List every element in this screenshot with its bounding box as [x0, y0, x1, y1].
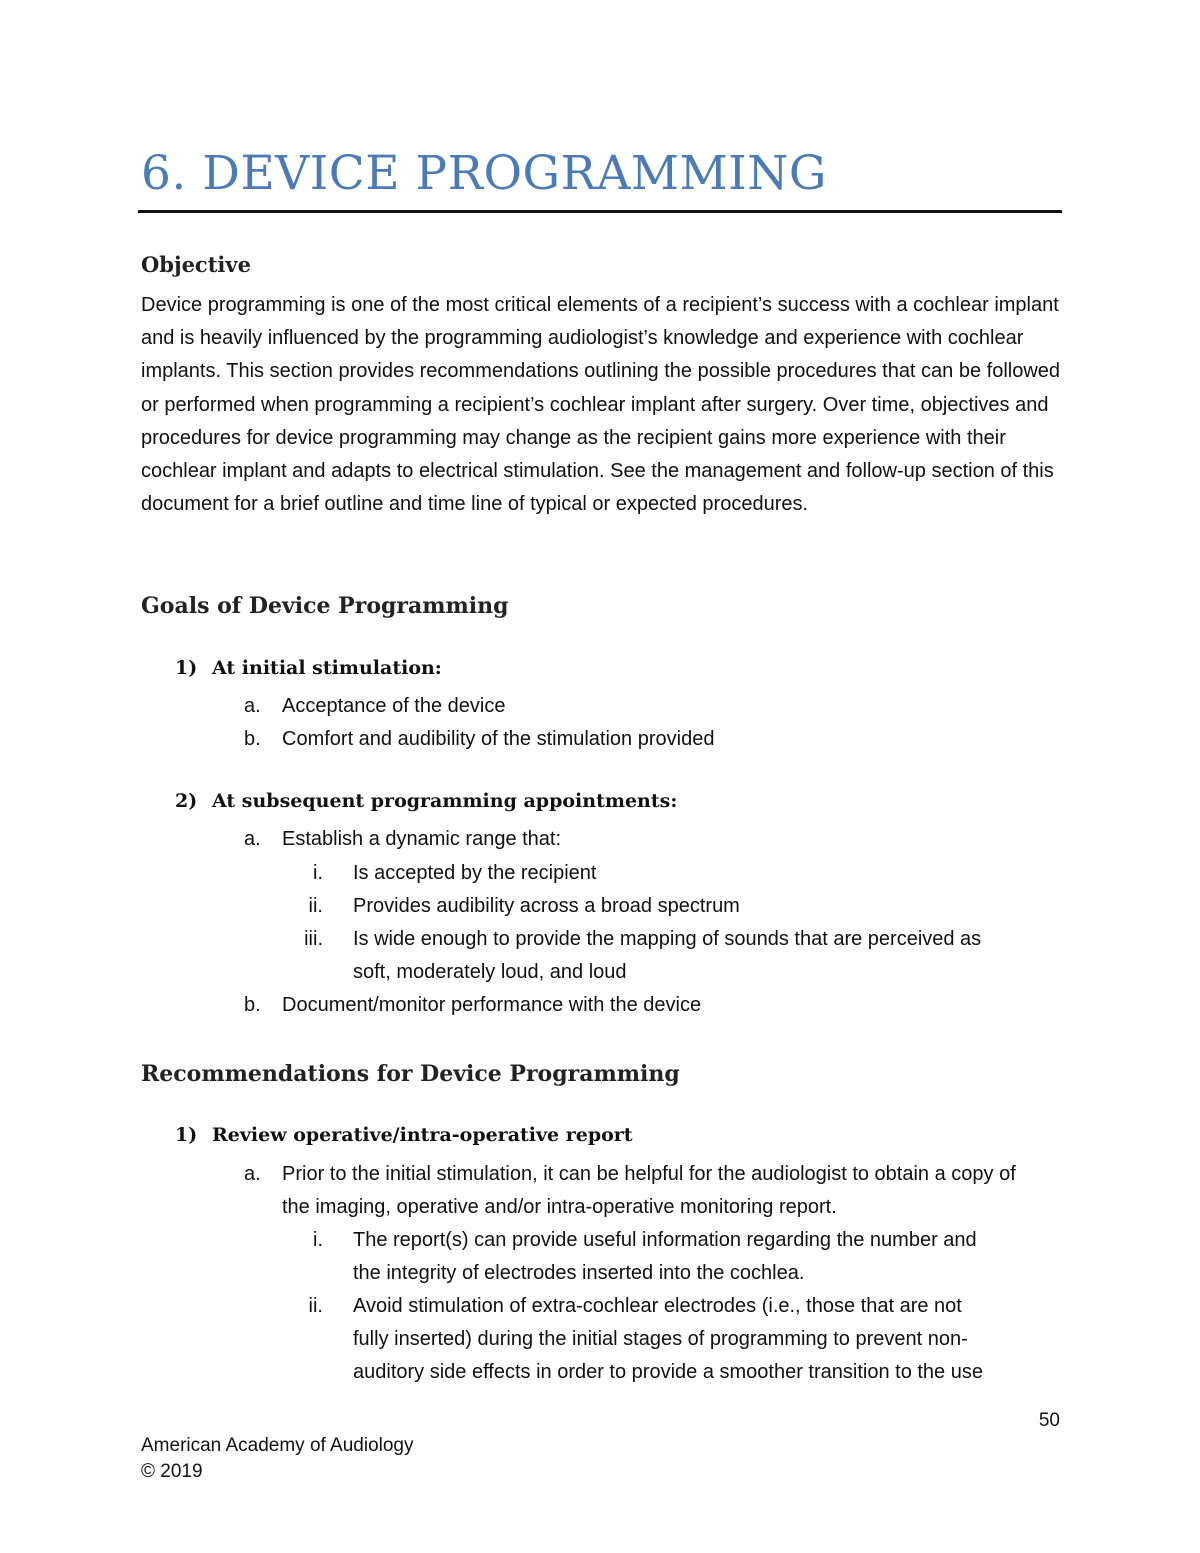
objective-paragraph: Device programming is one of the most critical elements of a recipient’s success with a cochlear implant and is heavily influenced by the programming audiologist’s knowledge and experience with cochlear implants. This section provides recommendations outlining the possible procedures that can be followed or performed when programming a recipient’s cochlear implant after surgery. Over time, objectives and procedures for device programming may change as the recipient gains more experience with their cochlear implant and adapts to electrical stimulation. See the management and follow-up section of this document for a brief outline and time line of typical or expected procedures.	[141, 294, 1061, 516]
goals-item-2b	[244, 989, 1044, 1022]
list-item-text: Establish a dynamic range that:	[282, 828, 562, 850]
goals-item-1a	[244, 690, 1044, 723]
recommendations-heading: Recommendations for Device Programming	[141, 1061, 680, 1087]
goals-item-2a	[244, 823, 1044, 856]
recommendations-item-1a-ii	[283, 1290, 983, 1390]
title-divider	[138, 210, 1062, 213]
list-marker: b.	[244, 994, 261, 1016]
chapter-title: 6. DEVICE PROGRAMMING	[141, 146, 827, 201]
list-item-text: Comfort and audibility of the stimulation provided	[282, 728, 715, 750]
list-item-text: Acceptance of the device	[282, 695, 506, 717]
list-marker: a.	[244, 828, 261, 850]
recommendations-item-1	[175, 1120, 633, 1150]
recommendations-item-1a-i	[283, 1224, 983, 1290]
list-marker: a.	[244, 695, 261, 717]
list-item-text: Avoid stimulation of extra-cochlear electrodes (i.e., those that are not fully inserted) during the initial stages of programming to prevent non-auditory side effects in order to provide a smoother transition to the use	[353, 1295, 983, 1384]
footer-copyright: © 2019	[141, 1461, 203, 1482]
goals-item-2-label: At subsequent programming appointments:	[212, 790, 678, 812]
list-marker: 1)	[175, 657, 198, 679]
list-item-text: Is accepted by the recipient	[353, 862, 597, 884]
list-marker: ii.	[308, 1295, 323, 1317]
list-marker: iii.	[304, 928, 323, 950]
recommendations-item-1-label: Review operative/intra-operative report	[212, 1124, 633, 1146]
goals-item-2a-ii	[283, 890, 1043, 923]
list-item-text: Provides audibility across a broad spectrum	[353, 895, 740, 917]
list-item-text: Is wide enough to provide the mapping of sounds that are perceived as soft, moderately loud, and loud	[353, 928, 982, 984]
goals-item-1-label: At initial stimulation:	[212, 657, 442, 679]
list-marker: i.	[313, 862, 323, 884]
footer-organization: American Academy of Audiology	[141, 1435, 414, 1456]
goals-item-2a-i	[283, 857, 1043, 890]
list-marker: ii.	[308, 895, 323, 917]
goals-heading: Goals of Device Programming	[141, 593, 509, 619]
recommendations-item-1a	[244, 1158, 1034, 1224]
list-marker: b.	[244, 728, 261, 750]
list-marker: 1)	[175, 1124, 198, 1146]
goals-item-2a-iii	[283, 923, 983, 989]
list-item-text: Prior to the initial stimulation, it can be helpful for the audiologist to obtain a copy of the imaging, operative and/or intra-operative monitoring report.	[282, 1163, 1016, 1219]
list-marker: a.	[244, 1163, 261, 1185]
list-marker: i.	[313, 1229, 323, 1251]
list-item-text: The report(s) can provide useful information regarding the number and the integrity of electrodes inserted into the cochlea.	[353, 1229, 977, 1285]
objective-heading: Objective	[141, 252, 251, 277]
page-number: 50	[1038, 1410, 1060, 1431]
goals-item-1b	[244, 723, 1044, 756]
goals-item-2	[175, 786, 677, 816]
list-item-text: Document/monitor performance with the device	[282, 994, 702, 1016]
goals-item-1	[175, 653, 442, 683]
list-marker: 2)	[175, 790, 198, 812]
